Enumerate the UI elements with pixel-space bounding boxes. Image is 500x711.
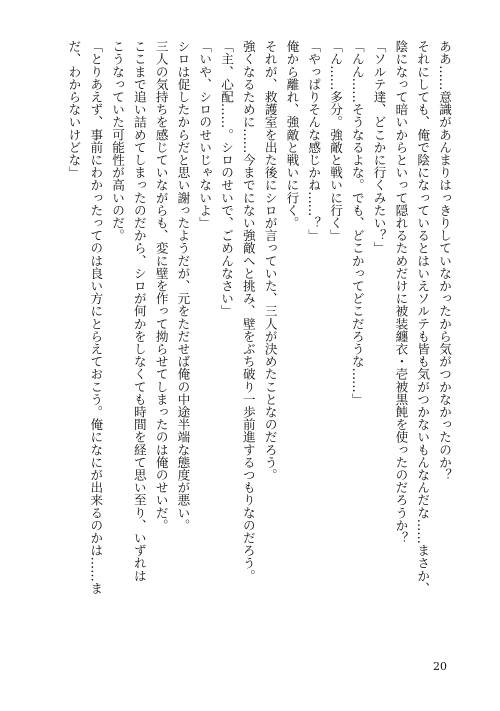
text-line: 「ソルテ達、どこかに行くみたい？」 (371, 40, 387, 255)
text-line: 強くなるために……今までにない強敵へと挑み、壁をぶち破り一歩前進するつもりなのだろう。 (240, 40, 256, 582)
page-number: 20 (433, 660, 447, 673)
text-line: それにしても、俺で陰になっているとはいえソルテも皆も気がつかないもんなんだな……まさか、 (415, 40, 431, 595)
text-line: 「とりあえず、事前にわかったってのは良い方にとらえておこう。俺になにが出来るのかは……ま (88, 40, 104, 595)
text-line: 陰になって暗いからといって隠れるためだけに被装纏衣・壱被黒飩を使ったのだろうか？ (393, 40, 409, 544)
text-line: 「主、心配……。シロのせいで、ごめんなさい」 (219, 40, 235, 318)
text-line: だ、わからないけどな」 (66, 40, 82, 179)
text-line: 「やっぱりそんな感じかね……？」 (306, 40, 322, 242)
text-line: こうなっていた可能性が高いのだ。 (110, 40, 126, 242)
text-line: 「んん……そうなるよな。でも、どこかってどこだろうな……」 (349, 40, 365, 406)
text-line: シロは促したからだと思い謝ったようだが、元をただせば俺の中途半端な態度が悪い。 (175, 40, 191, 532)
text-line: それが、救護室を出た後にシロが言っていた、三人が決めたことなのだろう。 (262, 40, 278, 481)
text-line: 三人の気持ちを感じていながらも、変に壁を作って拗らせてしまったのは俺のせいだ。 (153, 40, 169, 532)
text-line: 「ん……多分。強敵と戦いに行く」 (328, 40, 344, 242)
vertical-text-block (35, 40, 455, 630)
text-line: ああ……意識があんまりはっきりしていなかったから気がつかなかったのか？ (437, 40, 452, 481)
text-line: 「いや、シロのせいじゃないよ」 (197, 40, 213, 229)
text-line: 俺から離れ、強敵と戦いに行く。 (284, 40, 300, 229)
text-line: ここまで追い詰めてしまったのだから、シロが何かをしなくても時間を経て思い至り、いずれは (131, 40, 147, 582)
